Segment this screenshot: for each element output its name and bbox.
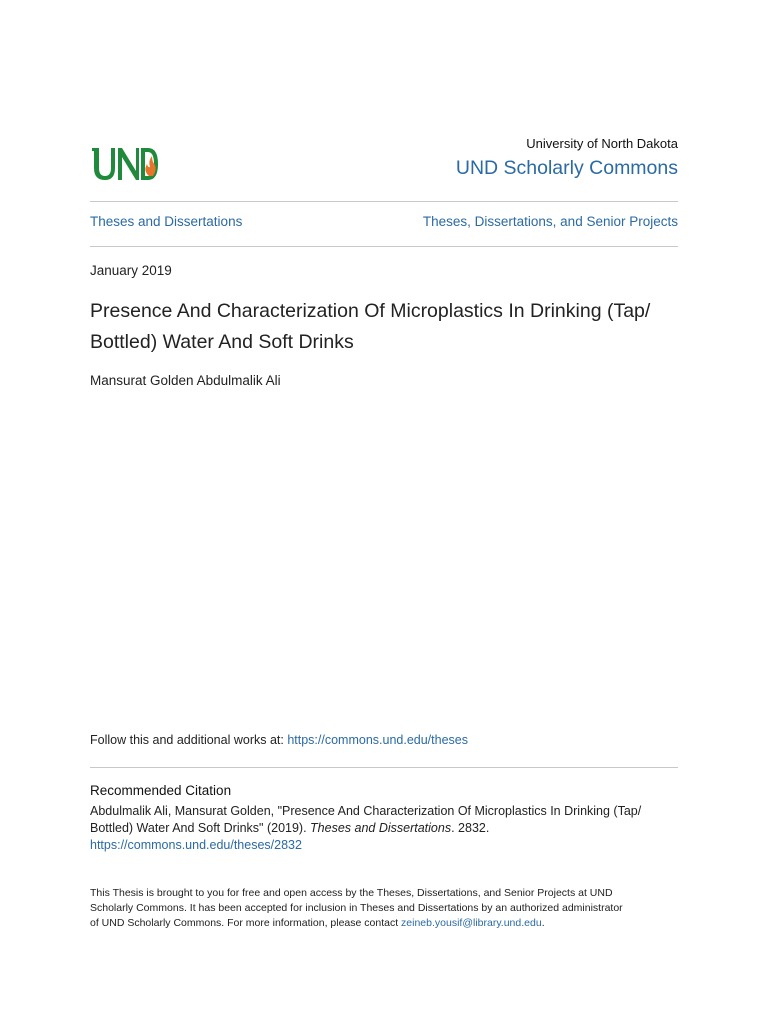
citation-line-2-end: . 2832. (451, 821, 490, 835)
publication-date: January 2019 (90, 263, 172, 278)
follow-line (90, 733, 468, 747)
citation-line-2-start: Bottled) Water And Soft Drinks" (2019). (90, 821, 311, 835)
notice-line-3-start: of UND Scholarly Commons. For more information, please contact (90, 917, 402, 929)
notice-line-3-end: . (541, 917, 545, 929)
nav-divider (90, 246, 678, 247)
notice-line-2: Scholarly Commons. It has been accepted for inclusion in Theses and Dissertations by an authorized administrator (90, 902, 623, 914)
citation-line-2 (90, 820, 678, 837)
citation-series: Theses and Dissertations (310, 821, 452, 835)
citation-body (90, 803, 678, 854)
author-name: Mansurat Golden Abdulmalik Ali (90, 373, 281, 388)
document-title-line-2: Bottled) Water And Soft Drinks (90, 331, 354, 353)
access-notice (90, 886, 678, 931)
contact-email-link[interactable]: zeineb.yousif@library.und.edu (401, 917, 542, 929)
parent-collection-link[interactable]: Theses, Dissertations, and Senior Projects (422, 214, 678, 229)
collection-link[interactable]: Theses and Dissertations (90, 214, 243, 229)
header-divider (90, 201, 678, 202)
header (90, 136, 678, 186)
university-name: University of North Dakota (526, 136, 678, 151)
document-title-line-1: Presence And Characterization Of Microplastics In Drinking (Tap/ (90, 300, 651, 322)
und-logo[interactable] (90, 146, 160, 182)
notice-line-3 (90, 916, 678, 931)
repository-link[interactable]: UND Scholarly Commons (455, 157, 678, 179)
follow-link[interactable]: https://commons.und.edu/theses (287, 733, 468, 747)
document-title (90, 296, 678, 358)
citation-heading: Recommended Citation (90, 783, 232, 798)
notice-line-1: This Thesis is brought to you for free and open access by the Theses, Dissertations, and Senior Projects at UND (90, 887, 613, 899)
citation-line-1: Abdulmalik Ali, Mansurat Golden, "Presence And Characterization Of Microplastics In Drinking (Tap/ (90, 804, 642, 818)
cover-page (90, 0, 678, 1024)
citation-divider (90, 767, 678, 768)
citation-link[interactable]: https://commons.und.edu/theses/2832 (90, 838, 302, 852)
follow-prefix: Follow this and additional works at: (90, 733, 288, 747)
